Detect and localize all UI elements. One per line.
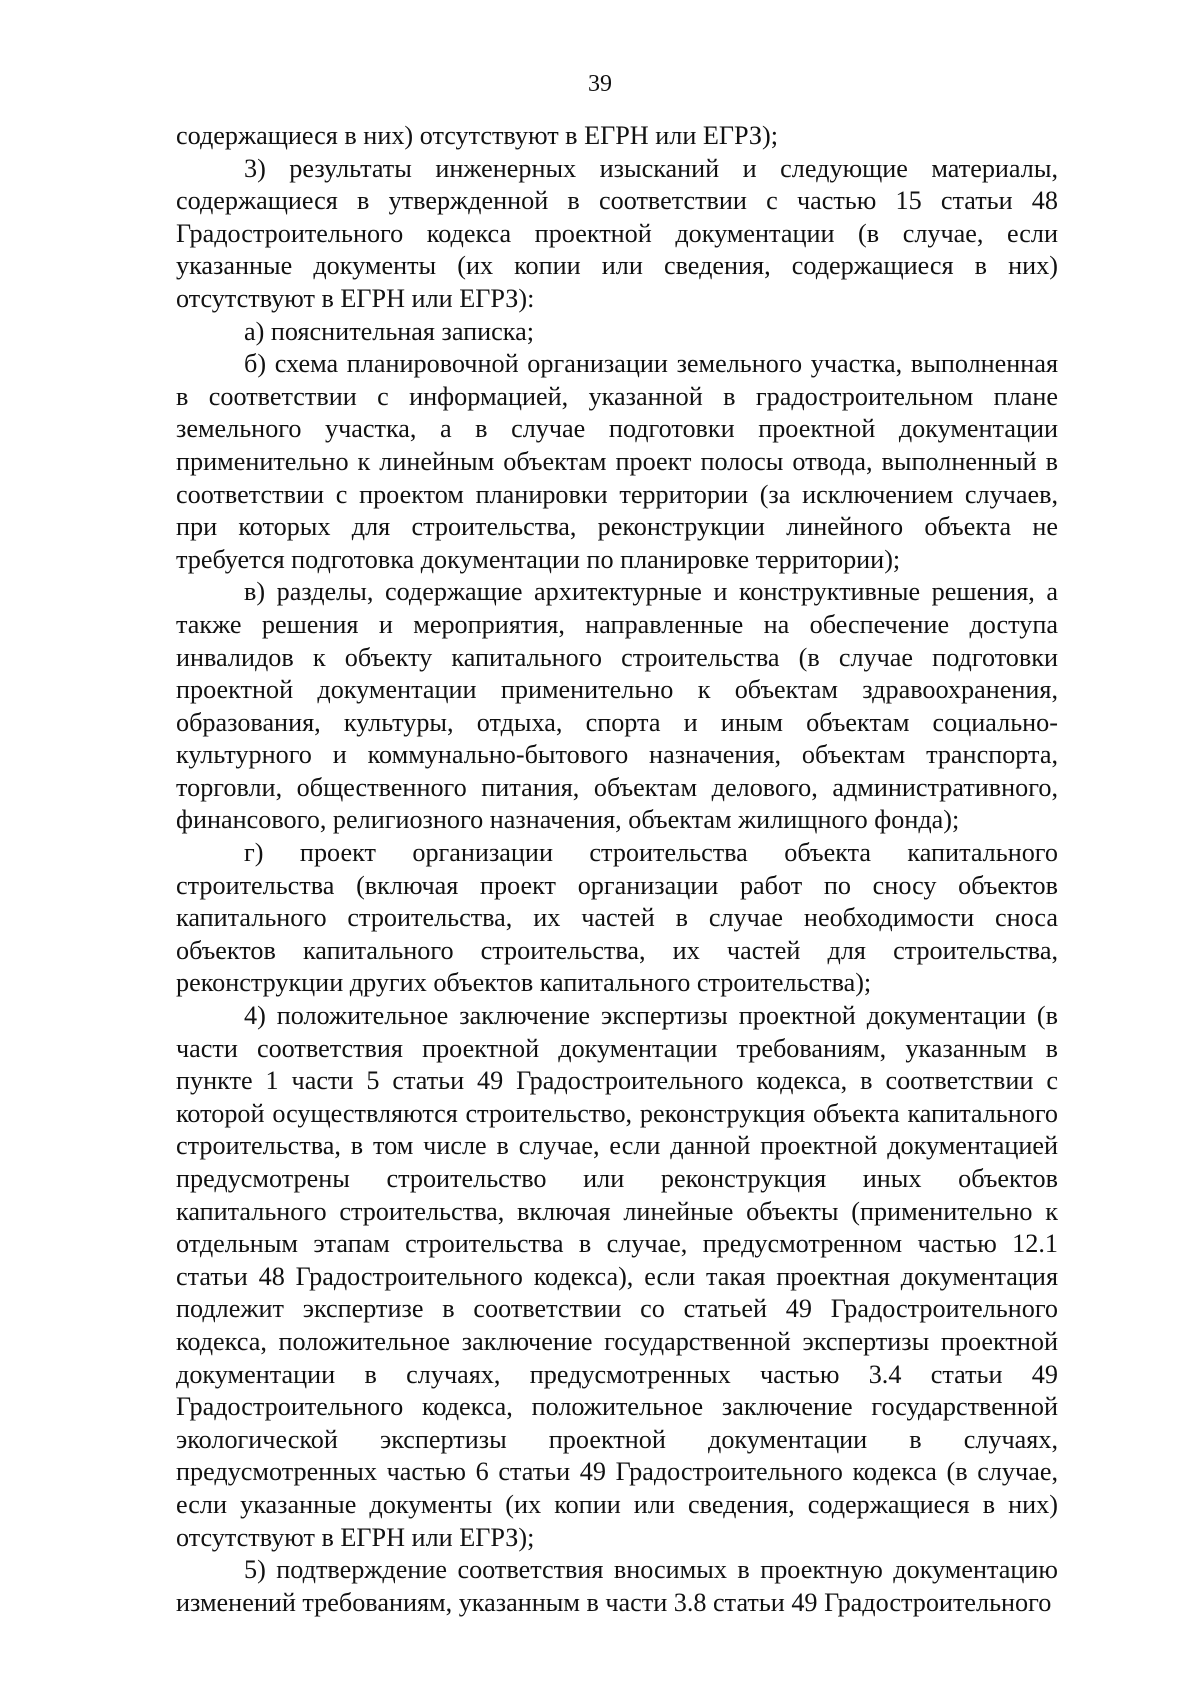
paragraph-item-4: 4) положительное заключение экспертизы проектной документации (в части соответствия проектной документации требованиям, указанным в пункте 1 части 5 статьи 49 Градостроительного кодекса, в соответствии с которой осуществляются строительство, реконструкция объекта капитального строительства, в том числе в случае, если данной проектной документацией предусмотрены строительство или реконструкция иных объектов капитального строительства, включая линейные объекты (применительно к отдельным этапам строительства в случае, предусмотренном частью 12.1 статьи 48 Градостроительного кодекса), если такая проектная документация подлежит экспертизе в соответствии со статьей 49 Градостроительного кодекса, положительное заключение государственной экспертизы проектной документации в случаях, предусмотренных частью 3.4 статьи 49 Градостроительного кодекса, положительное заключение государственной экологической экспертизы проектной документации в случаях, предусмотренных частью 6 статьи 49 Градостроительного кодекса (в случае, если указанные документы (их копии или сведения, содержащиеся в них) отсутствуют в ЕГРН или ЕГРЗ); — [176, 1001, 1058, 1552]
paragraph-item-3: 3) результаты инженерных изысканий и следующие материалы, содержащиеся в утвержденной в соответствии с частью 15 статьи 48 Градостроительного кодекса проектной документации (в случае, если указанные документы (их копии или сведения, содержащиеся в них) отсутствуют в ЕГРН или ЕГРЗ): — [176, 153, 1058, 313]
paragraph-item-3g: г) проект организации строительства объекта капитального строительства (включая проект организации работ по сносу объектов капитального строительства, их частей в случае необходимости сноса объектов капитального строительства, их частей для строительства, реконструкции других объектов капитального строительства); — [176, 838, 1058, 998]
document-body — [176, 120, 1058, 1619]
page-number: 39 — [588, 71, 612, 97]
paragraph-item-5: 5) подтверждение соответствия вносимых в проектную документацию изменений требованиям, указанным в части 3.8 статьи 49 Градостроительного — [176, 1555, 1058, 1617]
paragraph-item-3v: в) разделы, содержащие архитектурные и конструктивные решения, а также решения и мероприятия, направленные на обеспечение доступа инвалидов к объекту капитального строительства (в случае подготовки проектной документации применительно к объектам здравоохранения, образования, культуры, отдыха, спорта и иным объектам социально-культурного и коммунально-бытового назначения, объектам транспорта, торговли, общественного питания, объектам делового, административного, финансового, религиозного назначения, объектам жилищного фонда); — [176, 577, 1058, 835]
paragraph-item-3a: а) пояснительная записка; — [244, 316, 535, 346]
paragraph-continuation: содержащиеся в них) отсутствуют в ЕГРН или ЕГРЗ); — [176, 121, 779, 150]
paragraph-item-3b: б) схема планировочной организации земельного участка, выполненная в соответствии с информацией, указанной в градостроительном плане земельного участка, а в случае подготовки проектной документации применительно к линейным объектам проект полосы отвода, выполненный в соответствии с проектом планировки территории (за исключением случаев, при которых для строительства, реконструкции линейного объекта не требуется подготовка документации по планировке территории); — [176, 349, 1058, 574]
